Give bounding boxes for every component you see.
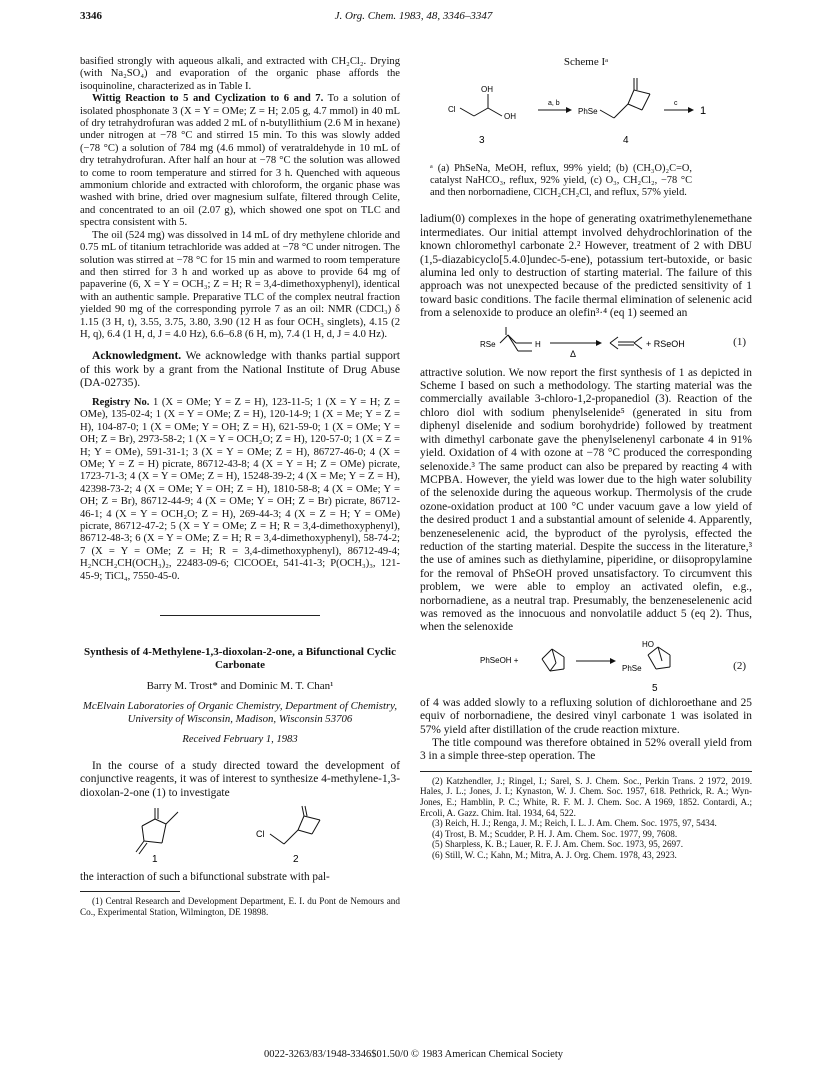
article-title: Synthesis of 4-Methylene-1,3-dioxolan-2-one, a Bifunctional Cyclic Carbonate <box>84 646 396 672</box>
equation-1 <box>420 323 752 363</box>
structures-1-and-2 <box>80 800 400 866</box>
affiliation: McElvain Laboratories of Organic Chemistry, Department of Chemistry, University of Wisconsin, Madison, Wisconsin 53706 <box>82 700 398 726</box>
journal-citation: J. Org. Chem. 1983, 48, 3346–3347 <box>334 10 493 22</box>
scheme-1 <box>420 68 752 152</box>
structure-2-label: 2 <box>293 854 299 866</box>
paragraph-oil: The oil (524 mg) was dissolved in 14 mL of dry methylene chloride and 0.75 mL of titanium tetrachloride was added at −78 °C under nitrogen. The solution was stirred at −78 °C for 15 min and warmed to room temperature and then stirred for 3 h and worked up as above to provide 64 mg of papaverine (6, X = Y = OCH₃; Z = H; R = 3,4-dimethoxyphenyl), identical with an authentic sample. Preparative TLC of the complex neutral fraction yielded 90 mg of the corresponding pyrrole 7 as an oil: NMR (CDCl₃) δ 1.15 (3 H, t), 3.55, 3.75, 3.80, 3.90 (12 H as four OCH₃ singlets), 4.15 (2 H, q), 6.4 (1 H, d, J = 4.0 Hz), 6.6–6.8 (6 H, m), 7.4 (1 H, d, J = 4.0 Hz). <box>80 229 400 340</box>
wittig-heading: Wittig Reaction to 5 and Cyclization to 6 and 7. <box>92 93 324 105</box>
scheme-title: Scheme Iᵃ <box>563 56 609 68</box>
eq1-h: H <box>535 339 541 349</box>
ack-body: We acknowledge with thanks partial support of this work by a grant from the National Institute of Drug Abuse (DA-02735). <box>80 349 400 389</box>
footnotes <box>420 776 752 861</box>
structure-2 <box>270 806 320 844</box>
eq2-arrow-head <box>610 658 616 664</box>
compound-3-oh: OH <box>504 112 516 122</box>
compound-4-phse: PhSe <box>578 107 598 117</box>
registry-body: 1 (X = OMe; Y = Z = H), 123-11-5; 1 (X = Y = H; Z = OMe), 135-02-4; 1 (X = Y = OMe; Z = H), 120-14-9; 1 (X = Me; Y = Z = H), 104-87-0; 1 (X = OMe; Y = OH; Z = H), 621-59-0; 1 (X = OMe; Y = OH; Z = Br), 2973-58-2; 1 (X = Y = OCH₂O; Z = H), 120-57-0; 1 (X = Z = H; Y = OMe), 591-31-1; 3 (X = Y = OMe; Z = H), 86727-46-0; 4 (X = OMe; Y = Z = H) picrate, 86712-43-8; 4 (X = Y = H; Z = OMe) picrate, 1723-71-3; 4 (X = Y = OMe; Z = H), 15248-39-2; 4 (X = Me; Y = Z = H), 42398-73-2; 4 (X = OMe; Y = OH; Z = H), 1810-58-8; 4 (X = OMe; Y = OH; Z = Br), 86712-44-9; 4 (X = OMe; Y = OH; Z = Br) picrate, 86712-46-1; 4 (X = Y = OCH₂O; Z = H), 269-44-3; 4 (X = Z = H; Y = OMe) picrate, 86712-47-2; 5 (X = Y = OMe; Z = H; R = 3,4-dimethoxyphenyl), 86712-48-3; 6 (X = Y = OMe; Z = H; R = 3,4-dimethoxyphenyl), 58-74-2; 7 (X = Y = OMe; Z = H; R = 3,4-dimethoxyphenyl), 86712-49-4; H₂NCH₂CH(OCH₃)₂, 22483-09-6; ClCOOEt, 541-41-3; P(OCH₃)₃, 121-45-9; TiCl₄, 7550-45-0. <box>80 396 400 582</box>
page-footer: 0022-3263/83/1948-3346$01.50/0 © 1983 American Chemical Society <box>263 1049 564 1060</box>
compound-4-structure <box>600 78 650 118</box>
footnote-2: (2) Katzhendler, J.; Ringel, I.; Sarel, S. J. Chem. Soc., Perkin Trans. 2 1972, 2019. Hales, J. L.; Jones, J. I.; Kynaston, W. J. Chem. Soc. 1957, 618. Pethrick, R. A.; Wyn-Jones, E.; Hamblin, P. C.; White, R. F. M. J. Chem. Soc. A 1969, 1852. Contardi, A.; Ercoli, A. Gazz. Chim. Ital. 1934, 64, 522. <box>420 775 752 818</box>
equation-2 <box>420 637 752 695</box>
ack-heading: Acknowledgment. <box>92 349 182 363</box>
section-divider <box>160 615 320 616</box>
scheme-step-c: c <box>674 100 678 108</box>
scheme-note: ᵃ (a) PhSeNa, MeOH, reflux, 99% yield; (b) (CH₃O)₂C=O, catalyst NaHCO₃, reflux, 92% yield, (c) O₃, CH₂Cl₂, −78 °C and then norbornadiene, ClCH₂CH₂Cl, and reflux, 57% yield. <box>430 162 692 199</box>
wittig-body: To a solution of isolated phosphonate 3 (X = Y = OMe; Z = H; 2.05 g, 4.7 mmol) in 40 mL of dry tetrahydrofuran was added 2 mL of n-butyllithium (2.6 M in hexane) under nitrogen at −78 °C and stirred 15 min. To this was slowly added (−78 °C) a solution of 784 mg (4.6 mmol) of veratraldehyde in 10 mL of dry tetrahydrofuran. After half an hour at −78 °C the solution was allowed to come to room temperature and stirred for 3 h. Quenched with aqueous ammonium chloride and extracted with chloroform, the organic phase was washed with brine, dried over magnesium sulfate, filtered through Celite, and concentrated to an oil (2.07 g), which showed one spot on TLC and spectra consistent with 5. <box>80 93 400 229</box>
footnote-3: (3) Reich, H. J.; Renga, J. M.; Reich, I. L. J. Am. Chem. Soc. 1975, 97, 5434. <box>432 818 717 829</box>
scheme-step-ab: a, b <box>548 100 560 108</box>
paragraph-wittig <box>80 93 400 229</box>
adduct-5-label: 5 <box>652 682 658 694</box>
footnote-4: (4) Trost, B. M.; Scudder, P. H. J. Am. Chem. Soc. 1977, 99, 7608. <box>432 828 678 839</box>
eq2-phse: PhSe <box>622 663 642 673</box>
paragraph-basified: basified strongly with aqueous alkali, and extracted with CH₂Cl₂. Drying (with Na₂SO₄) and evaporation of the organic phase affords the isoquinoline, characterized as in Table I. <box>80 56 400 92</box>
eq2-phseoh: PhSeOH + <box>480 655 519 665</box>
page-header <box>80 10 747 26</box>
footnote-5: (5) Sharpless, K. B.; Lauer, R. F. J. Am. Chem. Soc. 1973, 95, 2697. <box>432 839 684 850</box>
right-column <box>420 56 752 861</box>
compound-3-cl: Cl <box>448 105 456 115</box>
compound-3-structure <box>460 94 502 116</box>
scheme-arrow-c-head <box>688 107 694 113</box>
intro-continued: the interaction of such a bifunctional substrate with pal- <box>80 870 330 883</box>
paragraph-title-compound: The title compound was therefore obtained in 52% overall yield from 3 in a simple three-step operation. The <box>420 737 752 763</box>
scheme-arrow-ab-head <box>566 107 572 113</box>
equation-2-scheme <box>420 637 720 695</box>
eq1-rse: RSe <box>480 339 496 349</box>
eq1-structure <box>500 327 642 351</box>
received-date: Received February 1, 1983 <box>182 733 298 745</box>
eq2-ho: HO <box>642 639 654 649</box>
compound-4-label: 4 <box>623 135 629 147</box>
paragraph-of4: of 4 was added slowly to a refluxing solution of dichloroethane and 25 equiv of norbornadiene, the desired vinyl carbonate 1 was isolated in 57% yield after distillation of the crude reaction mixture. <box>420 696 752 736</box>
eq1-number: (1) <box>733 336 746 349</box>
structure-1-label: 1 <box>152 854 158 866</box>
paragraph-palladium: ladium(0) complexes in the hope of generating oxatrimethylenemethane intermediates. Our initial attempt involved dehydrochlorination of the known chloromethyl carbonate 2.² However, treatment of 2 with DBU (1,5-diazabicyclo[5.4.0]undec-5-ene), potassium tert-butoxide, or basic alumina led only to destruction of starting material. The failure of this approach was not unexpected because of the predicted sensitivity of 1 toward basic conditions. The facile thermal elimination of selenenic acid from a selenoxide to produce an olefin³·⁴ (eq 1) seemed an <box>420 213 752 320</box>
left-column <box>80 56 400 917</box>
compound-3-oh-top: OH <box>481 85 493 95</box>
registry-numbers <box>80 397 400 583</box>
authors: Barry M. Trost* and Dominic M. T. Chan¹ <box>146 680 334 693</box>
footnote-rule <box>80 891 180 892</box>
equation-1-scheme <box>420 323 720 363</box>
acknowledgment <box>80 349 400 389</box>
intro-paragraph: In the course of a study directed toward the development of conjunctive reagents, it was of interest to synthesize 4-methylene-1,3-dioxolan-2-one (1) to investigate <box>80 760 400 799</box>
chloro-label: Cl <box>256 829 265 840</box>
page-number: 3346 <box>80 10 102 22</box>
footnotes-rule <box>420 771 752 772</box>
registry-heading: Registry No. <box>92 396 150 408</box>
eq2-number: (2) <box>733 659 746 672</box>
paragraph-attractive: attractive solution. We now report the first synthesis of 1 as depicted in Scheme I based on such a methodology. The starting material was the commercially available 3-chloro-1,2-propanediol (3). Reaction of the chloro diol with sodium phenylselenide⁵ (generated in situ from diphenyl diselenide and sodium borohydride) followed by treatment with dimethyl carbonate gave the phenylselenenyl carbonate 4 in 91% yield. Oxidation of 4 with ozone at −78 °C produced the corresponding selenoxide.³ The same product can also be prepared by reacting 4 with MCPBA. However, the yield was lower due to the high water solubility of the selenoxide during the aqueous workup. Thermolysis of the crude ozone-oxidation product at 100 °C under vacuum gave a low yield of the desired product 1 and a substantial amount of selenide 4. Apparently, benzeneselenenic acid, the byproduct of the pyrolysis, effected the reduction of the starting material. Despite the success in the literature,³ the use of amines such as diethylamine, piperidine, or diisopropylamine for the removal of PhSeOH proved unsatisfactory. To circumvent this problem, we were able to employ an activated olefin, e.g., norbornadiene, as a neutral trap. Presumably, the benzeneselenenic acid was removed as the innocuous and nonvolatile adduct 5 (eq 2). Thus, when the selenoxide <box>420 366 752 634</box>
footnote-6: (6) Still, W. C.; Kahn, M.; Mitra, A. J. Org. Chem. 1978, 43, 2923. <box>432 849 677 860</box>
adduct-5-structure <box>648 647 670 669</box>
compound-3-label: 3 <box>479 135 485 147</box>
eq1-delta: Δ <box>570 348 577 359</box>
norbornadiene-structure <box>542 649 564 671</box>
footnote-1: (1) Central Research and Development Department, E. I. du Pont de Nemours and Co., Experimental Station, Wilmington, DE 19898. <box>80 896 400 917</box>
eq1-arrow-head <box>596 340 602 346</box>
eq1-product: + RSeOH <box>646 338 685 349</box>
scheme-product: 1 <box>700 105 707 118</box>
structure-1 <box>136 808 178 854</box>
